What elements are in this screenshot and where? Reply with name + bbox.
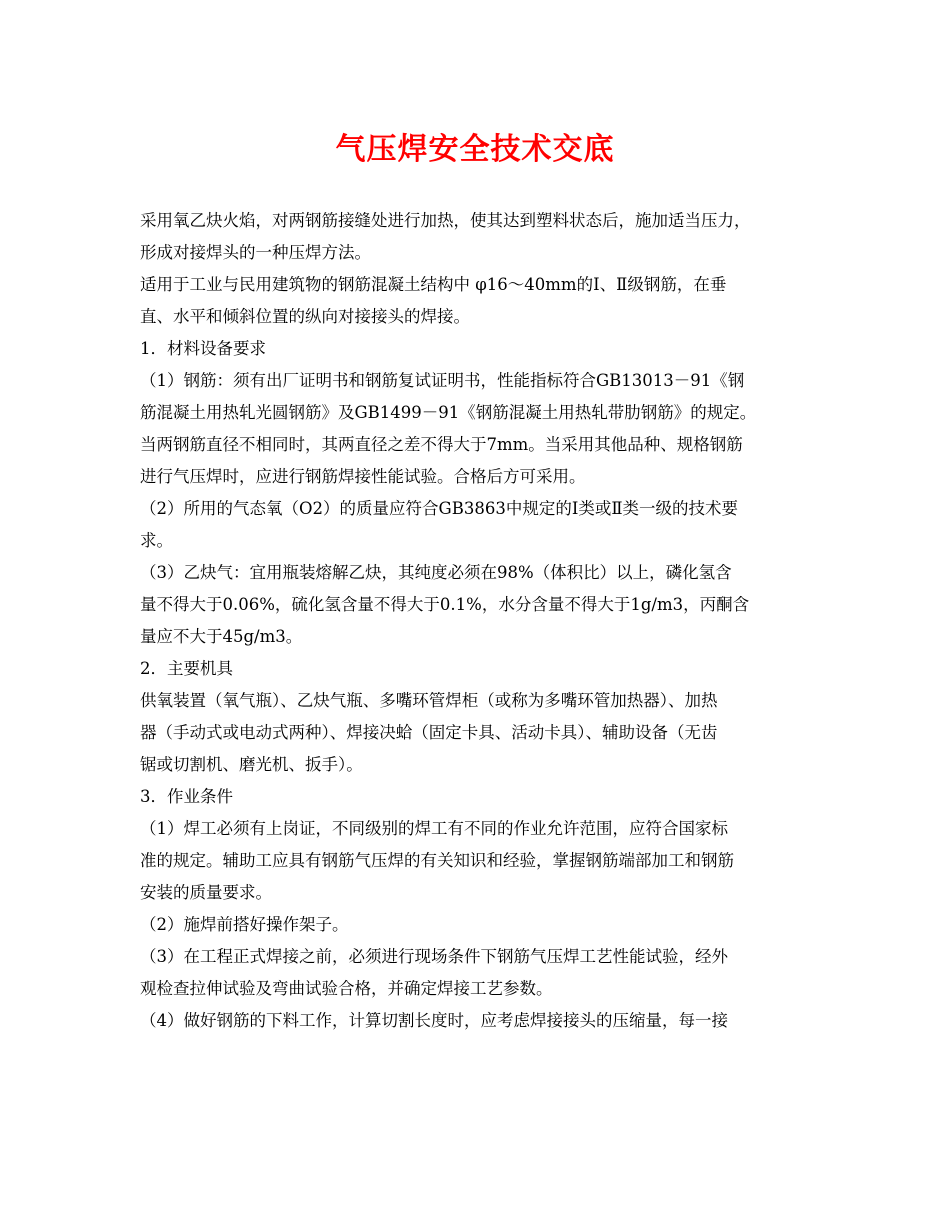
body-line: （2）施焊前搭好操作架子。 [140, 915, 349, 934]
body-line: 锯或切割机、磨光机、扳手）。 [140, 755, 363, 774]
body-line: 当两钢筋直径不相同时，其两直径之差不得大于7mm。当采用其他品种、规格钢筋 [140, 435, 743, 454]
body-line: （3）在工程正式焊接之前，必须进行现场条件下钢筋气压焊工艺性能试验，经外 [140, 947, 728, 966]
body-line: 筋混凝土用热轧光圆钢筋》及GB1499－91《钢筋混凝土用热轧带肋钢筋》的规定。 [140, 403, 757, 422]
body-line: 求。 [140, 531, 173, 550]
body-line: 形成对接焊头的一种压焊方法。 [140, 243, 371, 262]
body-line: 进行气压焊时，应进行钢筋焊接性能试验。合格后方可采用。 [140, 467, 586, 486]
document-body [140, 205, 816, 1037]
body-line: （3）乙炔气：宜用瓶装熔解乙炔，其纯度必须在98%（体积比）以上，磷化氢含 [140, 563, 732, 582]
body-line: 适用于工业与民用建筑物的钢筋混凝土结构中 φ16～40mm的Ⅰ、Ⅱ级钢筋，在垂 [140, 275, 727, 294]
body-line: 供氧装置（氧气瓶）、乙炔气瓶、多嘴环管焊柜（或称为多嘴环管加热器）、加热 [140, 691, 718, 710]
body-line: （1）钢筋：须有出厂证明书和钢筋复试证明书，性能指标符合GB13013－91《钢 [140, 371, 745, 390]
body-line: （2）所用的气态氧（O2）的质量应符合GB3863中规定的Ⅰ类或Ⅱ类一级的技术要 [140, 499, 739, 518]
body-line: （1）焊工必须有上岗证，不同级别的焊工有不同的作业允许范围，应符合国家标 [140, 819, 728, 838]
body-line: 安装的质量要求。 [140, 883, 272, 902]
body-line: 直、水平和倾斜位置的纵向对接接头的焊接。 [140, 307, 470, 326]
section-heading: 1．材料设备要求 [140, 339, 266, 358]
body-line: 准的规定。辅助工应具有钢筋气压焊的有关知识和经验，掌握钢筋端部加工和钢筋 [140, 851, 734, 870]
body-line: 器（手动式或电动式两种）、焊接决蛤（固定卡具、活动卡具）、辅助设备（无齿 [140, 723, 718, 742]
section-heading: 3．作业条件 [140, 787, 233, 806]
body-line: 量不得大于0.06%，硫化氢含量不得大于0.1%，水分含量不得大于1g/m3，丙酮含 [140, 595, 750, 614]
body-line: （4）做好钢筋的下料工作，计算切割长度时，应考虑焊接接头的压缩量，每一接 [140, 1011, 728, 1030]
body-line: 量应不大于45g/m3。 [140, 627, 303, 646]
section-heading: 2．主要机具 [140, 659, 233, 678]
document-title: 气压焊安全技术交底 [335, 132, 615, 167]
body-line: 观检查拉伸试验及弯曲试验合格，并确定焊接工艺参数。 [140, 979, 553, 998]
body-line: 采用氧乙炔火焰，对两钢筋接缝处进行加热，使其达到塑料状态后，施加适当压力， [140, 211, 751, 230]
